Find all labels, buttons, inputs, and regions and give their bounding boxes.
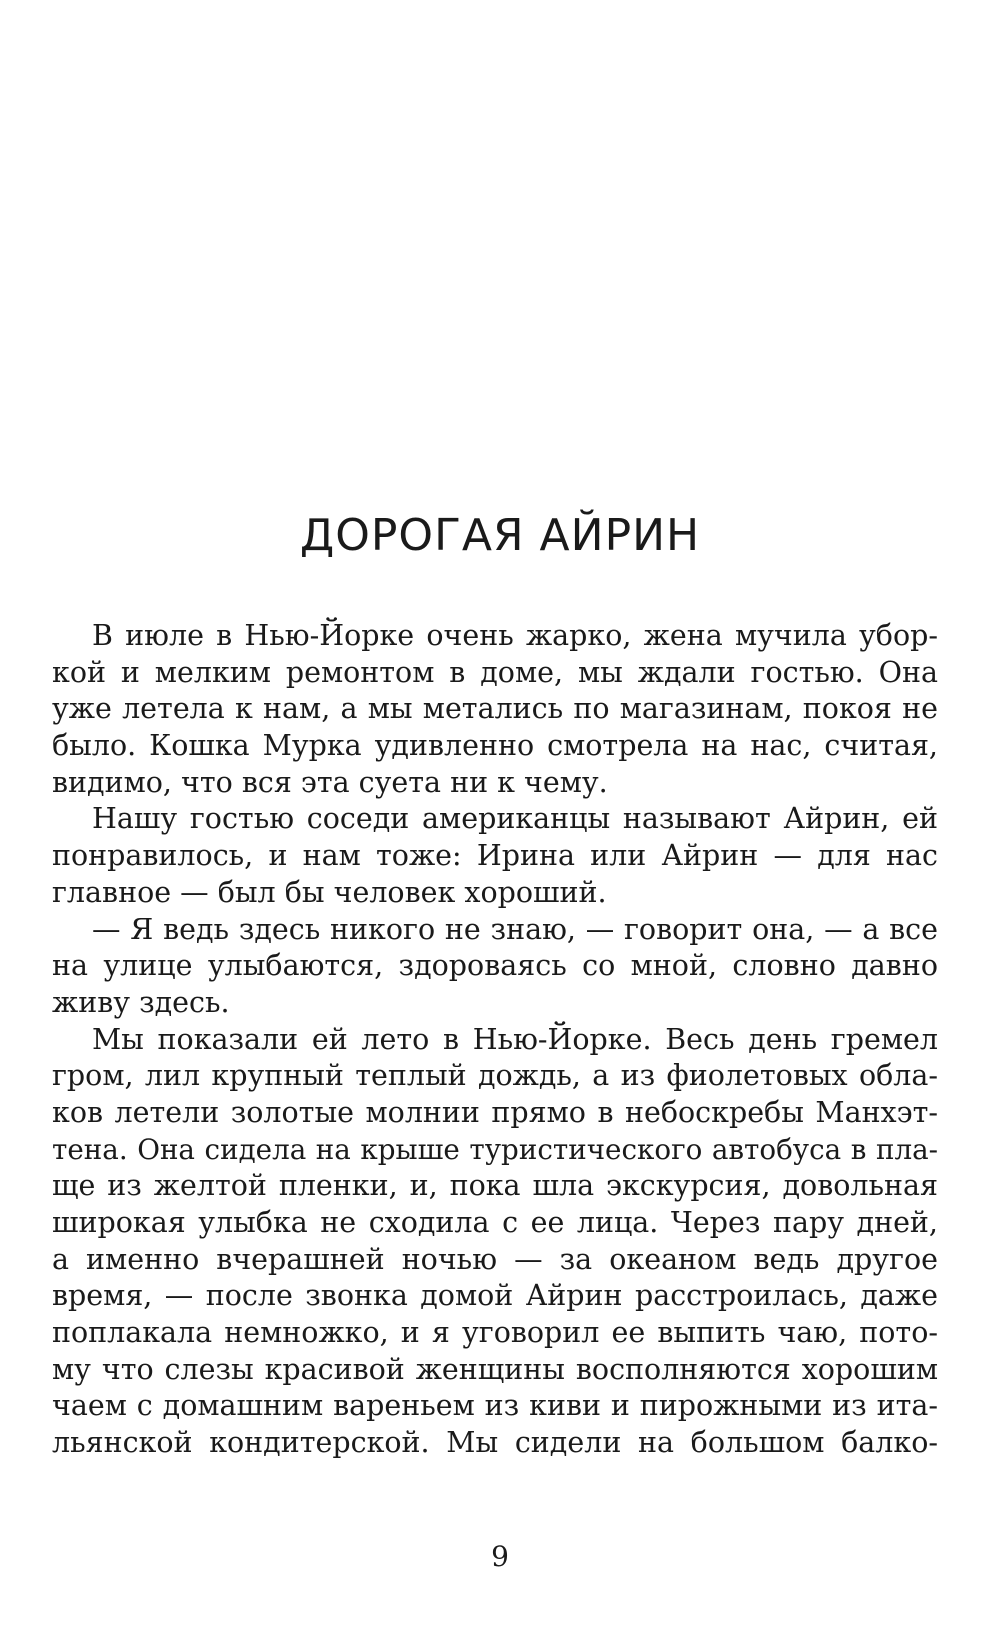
chapter-title: ДОРОГАЯ АЙРИН	[299, 510, 701, 561]
text-line: Нашу гостью соседи американцы называют Айрин, ей	[92, 802, 938, 836]
text-line: поплакала немножко, и я уговорил ее выпить чаю, пото-	[52, 1316, 938, 1350]
text-line: главное — был бы человек хороший.	[52, 875, 607, 909]
text-line: на улице улыбаются, здороваясь со мной, словно давно	[52, 949, 938, 983]
page-number: 9	[491, 1540, 509, 1573]
text-line: чаем с домашним вареньем из киви и пирожными из ита-	[52, 1389, 938, 1423]
text-line: широкая улыбка не сходила с ее лица. Через пару дней,	[52, 1206, 938, 1239]
text-line: — Я ведь здесь никого не знаю, — говорит она, — а все	[92, 912, 938, 946]
text-line: гром, лил крупный теплый дождь, а из фиолетовых обла-	[52, 1059, 938, 1093]
text-line: время, — после звонка домой Айрин расстроилась, даже	[52, 1279, 938, 1313]
text-line: тена. Она сидела на крыше туристического автобуса в пла-	[52, 1132, 938, 1166]
text-line: уже летела к нам, а мы метались по магазинам, покоя не	[52, 692, 938, 726]
text-line: Мы показали ей лето в Нью-Йорке. Весь день гремел	[92, 1022, 938, 1056]
text-line: было. Кошка Мурка удивленно смотрела на нас, считая,	[52, 729, 938, 763]
text-line: а именно вчерашней ночью — за океаном ведь другое	[52, 1242, 938, 1276]
text-line: В июле в Нью-Йорке очень жарко, жена мучила убор-	[92, 619, 938, 652]
text-line: му что слезы красивой женщины восполняются хорошим	[52, 1352, 938, 1386]
text-line: льянской кондитерской. Мы сидели на большом балко-	[52, 1426, 938, 1460]
body-text	[52, 618, 938, 1462]
text-line: ще из желтой пленки, и, пока шла экскурсия, довольная	[52, 1169, 938, 1203]
text-line: понравилось, и нам тоже: Ирина или Айрин — для нас	[52, 839, 938, 873]
text-line: кой и мелким ремонтом в доме, мы ждали гостью. Она	[52, 655, 938, 689]
text-line: ков летели золотые молнии прямо в небоскребы Манхэт-	[52, 1095, 938, 1129]
text-line: видимо, что вся эта суета ни к чему.	[52, 765, 608, 799]
text-line: живу здесь.	[52, 985, 230, 1019]
